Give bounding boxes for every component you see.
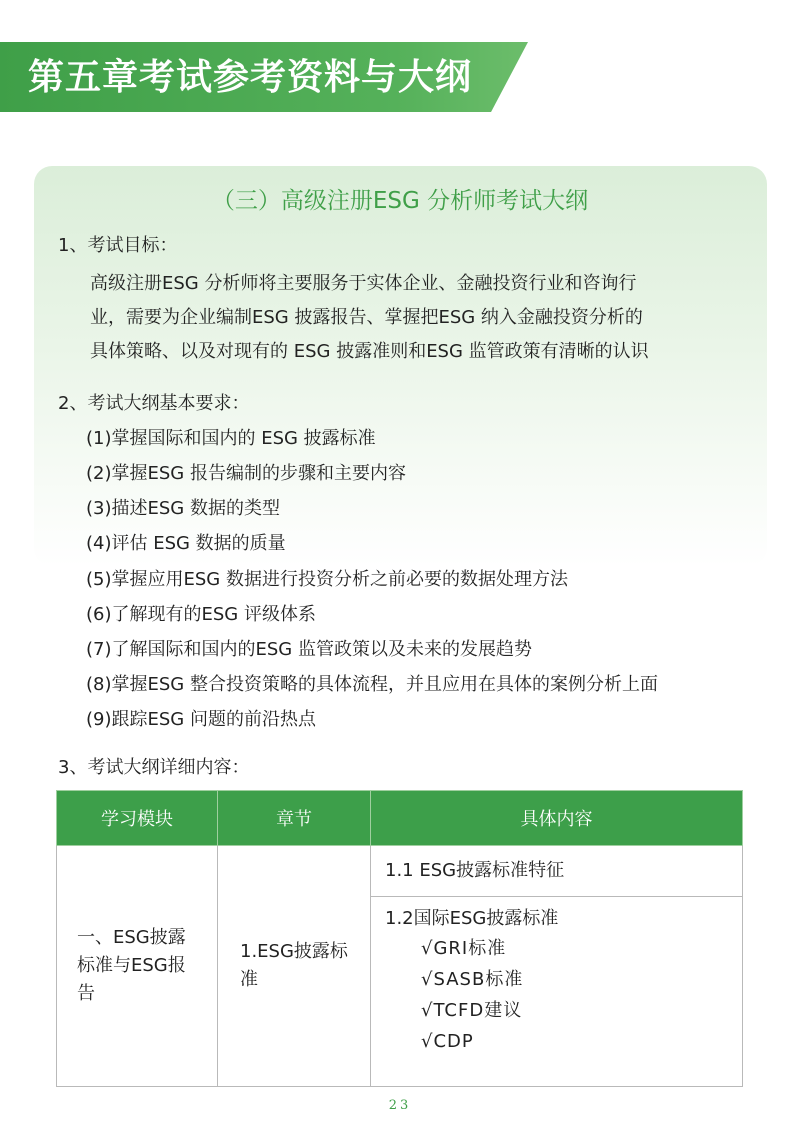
list-item: √CDP bbox=[421, 1031, 474, 1052]
requirement-item: (9)跟踪ESG 问题的前沿热点 bbox=[86, 709, 316, 730]
goal-line: 具体策略、以及对现有的 ESG 披露准则和ESG 监管政策有清晰的认识 bbox=[90, 341, 649, 362]
header-content: 具体内容 bbox=[371, 791, 743, 846]
header-chapter: 章节 bbox=[218, 791, 371, 846]
requirement-item: (8)掌握ESG 整合投资策略的具体流程，并且应用在具体的案例分析上面 bbox=[86, 674, 658, 695]
goal-line: 高级注册ESG 分析师将主要服务于实体企业、金融投资行业和咨询行 bbox=[90, 273, 637, 294]
goal-line: 业，需要为企业编制ESG 披露报告、掌握把ESG 纳入金融投资分析的 bbox=[90, 307, 643, 328]
requirements-heading: 2、考试大纲基本要求： bbox=[58, 393, 250, 414]
module-cell: 一、ESG披露标准与ESG报告 bbox=[57, 846, 218, 1087]
list-item: √TCFD建议 bbox=[421, 1000, 523, 1021]
requirement-item: (2)掌握ESG 报告编制的步骤和主要内容 bbox=[86, 463, 406, 484]
list-item: √GRI标准 bbox=[421, 938, 507, 959]
requirement-item: (7)了解国际和国内的ESG 监管政策以及未来的发展趋势 bbox=[86, 639, 532, 660]
content-title: 1.2国际ESG披露标准 bbox=[385, 908, 559, 929]
requirement-item: (6)了解现有的ESG 评级体系 bbox=[86, 604, 316, 625]
requirement-item: (4)评估 ESG 数据的质量 bbox=[86, 533, 286, 554]
requirement-item: (1)掌握国际和国内的 ESG 披露标准 bbox=[86, 428, 376, 449]
content-cell bbox=[371, 897, 743, 1087]
chapter-cell: 1.ESG披露标准 bbox=[218, 846, 371, 1087]
requirement-item: (5)掌握应用ESG 数据进行投资分析之前必要的数据处理方法 bbox=[86, 569, 568, 590]
goal-heading: 1、考试目标： bbox=[58, 235, 178, 256]
table-row bbox=[57, 846, 743, 897]
requirement-item: (3)描述ESG 数据的类型 bbox=[86, 498, 280, 519]
chapter-title: 第五章考试参考资料与大纲 bbox=[28, 57, 473, 98]
page-number: 23 bbox=[388, 1098, 412, 1113]
content-cell: 1.1 ESG披露标准特征 bbox=[371, 846, 743, 897]
details-heading: 3、考试大纲详细内容： bbox=[58, 757, 250, 778]
list-item: √SASB标准 bbox=[421, 969, 524, 990]
header-module: 学习模块 bbox=[57, 791, 218, 846]
standards-list bbox=[385, 933, 728, 1057]
section-title: （三）高级注册ESG 分析师考试大纲 bbox=[211, 188, 589, 214]
table-header-row bbox=[57, 791, 743, 846]
outline-table bbox=[56, 790, 743, 1087]
